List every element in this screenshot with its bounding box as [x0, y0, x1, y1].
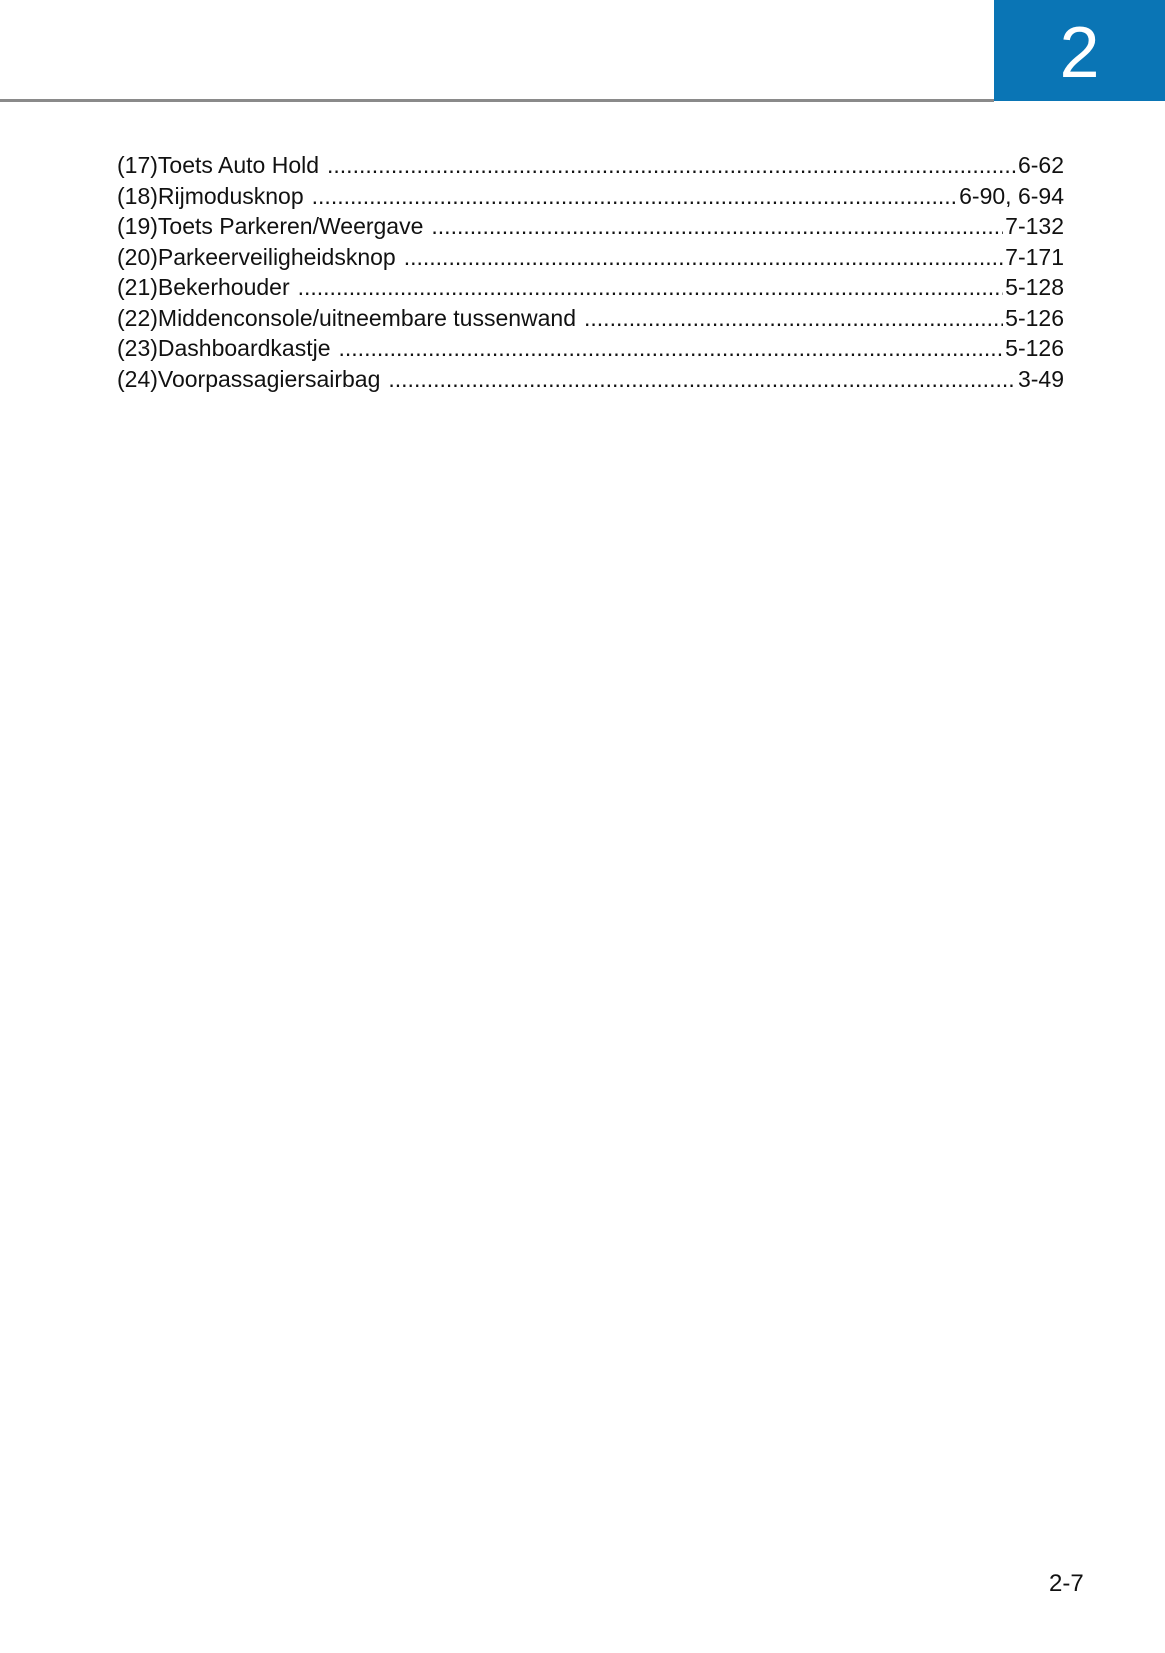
- toc-entry: [117, 181, 1064, 212]
- toc-entry-title: Rijmodusknop: [157, 182, 304, 209]
- toc-entry-number: (23): [117, 335, 158, 361]
- toc-entry-title: Parkeerveiligheidsknop: [157, 243, 396, 270]
- toc-entry-title: Toets Parkeren/Weergave: [157, 213, 424, 239]
- chapter-tab: [994, 0, 1165, 101]
- header-rule: [0, 99, 994, 102]
- toc-dot-leader: [339, 333, 1004, 364]
- toc-entry-number: (19): [117, 213, 158, 239]
- chapter-number: 2: [1059, 12, 1100, 93]
- toc-entry-page: 5-126: [1005, 304, 1064, 331]
- toc-entry-number: (18): [117, 182, 158, 209]
- toc-entry-number: (17): [117, 152, 158, 178]
- toc-dot-leader: [327, 150, 1016, 181]
- toc-entry-number: (22): [117, 304, 158, 331]
- toc-entry-number: (20): [117, 243, 158, 270]
- toc-entry-title: Toets Auto Hold: [157, 152, 320, 178]
- toc-entry: [117, 364, 1064, 395]
- toc-entry-title: Bekerhouder: [157, 274, 290, 300]
- toc-entry-page: 7-171: [1005, 243, 1064, 270]
- toc-entry-page: 6-90, 6-94: [959, 182, 1064, 209]
- toc-entry-page: 5-128: [1005, 274, 1064, 300]
- toc-entry-number: (21): [117, 274, 158, 300]
- toc-entry-page: 6-62: [1017, 152, 1064, 178]
- toc-entry: [117, 333, 1064, 364]
- toc-entry-number: (24): [117, 365, 158, 392]
- toc-entry: [117, 303, 1064, 334]
- toc-entry-page: 7-132: [1005, 213, 1064, 239]
- toc-entry-page: 3-49: [1017, 365, 1064, 392]
- toc-entry: [117, 272, 1064, 303]
- toc-entry: [117, 150, 1064, 181]
- toc-entry-title: Dashboardkastje: [157, 335, 331, 361]
- toc-dot-leader: [298, 272, 1004, 303]
- page-number: 2-7: [1049, 1570, 1084, 1597]
- toc-entry: [117, 242, 1064, 273]
- toc-dot-leader: [584, 303, 1003, 334]
- toc-entry-page: 5-126: [1005, 335, 1064, 361]
- toc-entry-title: Middenconsole/uitneembare tussenwand: [157, 304, 577, 331]
- toc-dot-leader: [388, 364, 1016, 395]
- toc-dot-leader: [404, 242, 1003, 273]
- toc-entry-title: Voorpassagiersairbag: [157, 365, 381, 392]
- toc-entry: [117, 211, 1064, 242]
- toc-list: [117, 150, 1064, 394]
- toc-dot-leader: [312, 181, 957, 212]
- toc-dot-leader: [431, 211, 1003, 242]
